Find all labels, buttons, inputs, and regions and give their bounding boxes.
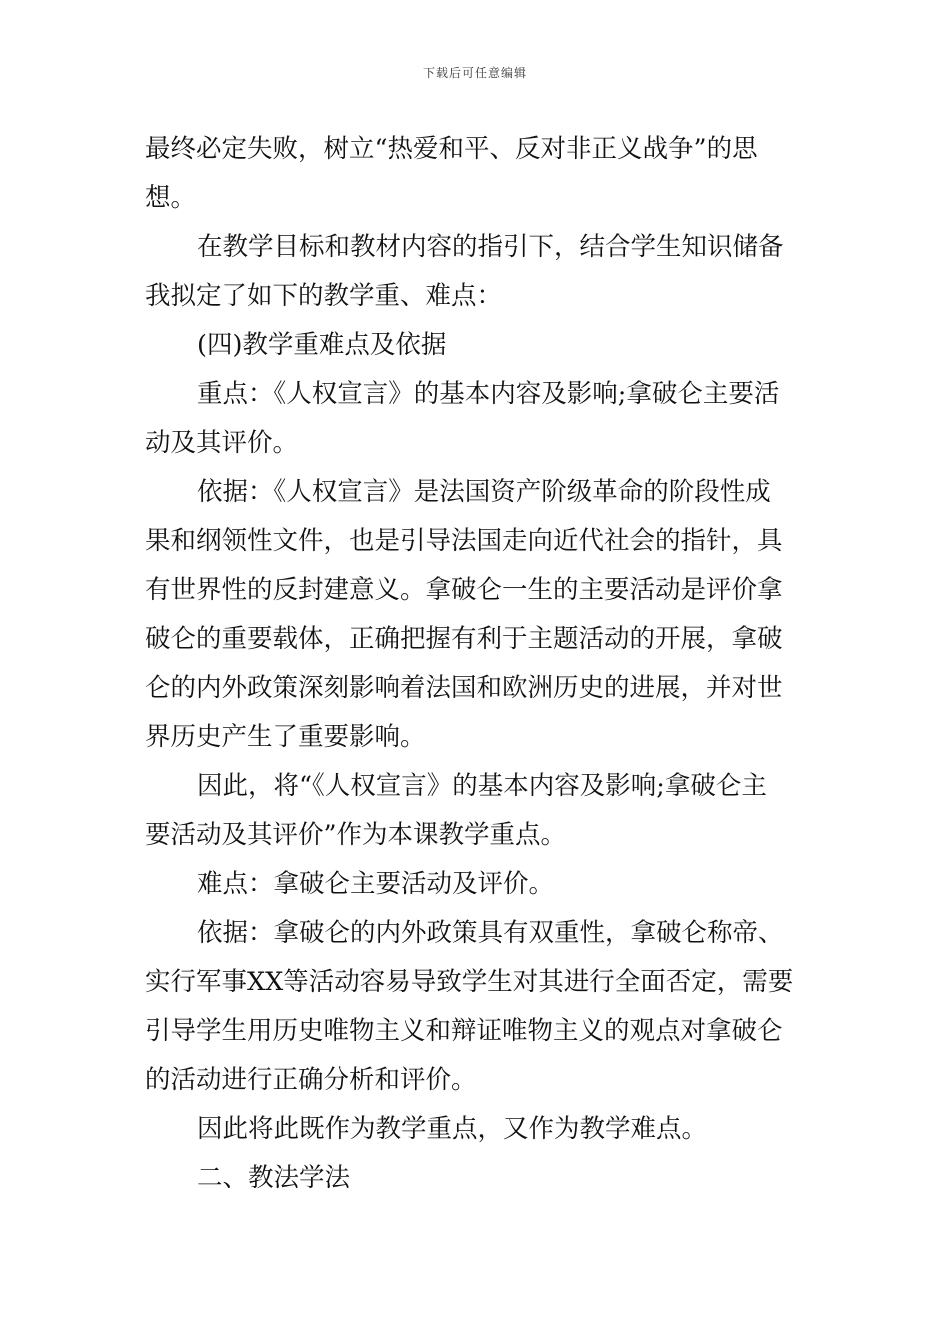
paragraph [145,860,807,909]
text-line: 难点：拿破仑主要活动及评价。 [197,869,555,899]
text-line: 破仑的重要载体，正确把握有利于主题活动的开展，拿破 [145,624,783,654]
paragraph [145,223,807,321]
text-line: 二、教法学法 [197,1163,351,1193]
document-body [145,125,807,1203]
text-line: 最终必定失败，树立“热爱和平、反对非正义战争”的思 [145,134,758,164]
page-header: 下载后可任意编辑 [422,66,527,80]
text-line: 果和纲领性文件，也是引导法国走向近代社会的指针，具 [145,526,783,556]
paragraph [145,125,807,223]
text-line: 因此，将“《人权宣言》的基本内容及影响;拿破仑主 [197,771,767,801]
paragraph [145,370,807,468]
text-line: 重点：《人权宣言》的基本内容及影响;拿破仑主要活 [197,379,780,409]
paragraph [145,468,807,762]
paragraph [145,909,807,1105]
text-line: 依据：《人权宣言》是法国资产阶级革命的阶段性成 [197,477,771,507]
text-line: 有世界性的反封建意义。拿破仑一生的主要活动是评价拿 [145,575,783,605]
text-line: 引导学生用历史唯物主义和辩证唯物主义的观点对拿破仑 [145,1016,783,1046]
paragraph [145,762,807,860]
text-line: 动及其评价。 [145,428,299,458]
paragraph [145,1105,807,1154]
text-line: 在教学目标和教材内容的指引下，结合学生知识储备 [197,232,784,262]
text-line: 实行军事XX等活动容易导致学生对其进行全面否定，需要 [145,967,794,997]
text-line: 我拟定了如下的教学重、难点： [145,281,503,311]
text-line: 依据：拿破仑的内外政策具有双重性，拿破仑称帝、 [197,918,784,948]
text-line: 要活动及其评价”作为本课教学重点。 [145,820,567,850]
text-line: 的活动进行正确分析和评价。 [145,1065,477,1095]
paragraph [145,321,807,370]
paragraph [145,1154,807,1203]
text-line: 因此将此既作为教学重点，又作为教学难点。 [197,1114,708,1144]
text-line: 仑的内外政策深刻影响着法国和欧洲历史的进展，并对世 [145,673,783,703]
text-line: 想。 [145,183,197,213]
text-line: (四)教学重难点及依据 [197,330,447,360]
text-line: 界历史产生了重要影响。 [145,722,426,752]
